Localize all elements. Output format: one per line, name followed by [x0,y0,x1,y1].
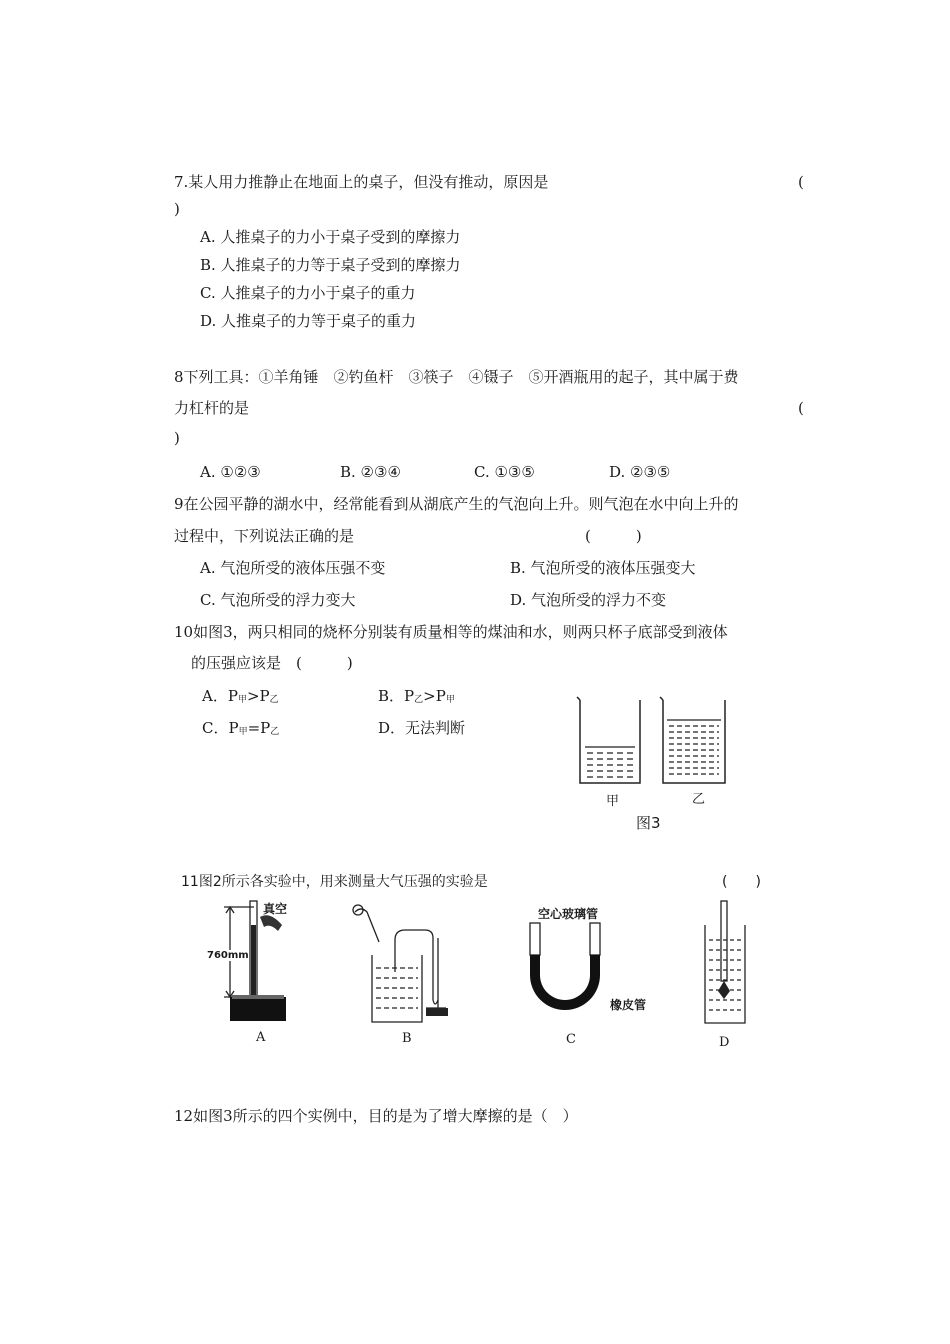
q11-answer-paren: ( ) [722,874,761,890]
experiment-a-figure [210,895,310,1030]
q8-option-c: C. ①③⑤ [474,463,535,481]
q7-option-c: C. 人推桌子的力小于桌子的重力 [200,284,416,302]
beaker-yi [660,697,725,783]
q7-option-d: D. 人推桌子的力等于桌子的重力 [200,312,417,330]
q7-option-b: B. 人推桌子的力等于桌子受到的摩擦力 [200,256,461,274]
beaker-jia-label: 甲 [606,794,620,809]
glass-tube-label: 空心玻璃管 [538,907,599,921]
q7-stem: 7.某人用力推静止在地面上的桌子，但没有推动，原因是 [174,173,549,191]
q7-paren-close: ) [174,200,180,218]
q11-stem: 11图2所示各实验中，用来测量大气压强的实验是 [181,874,488,890]
q9-stem-line1: 9在公园平静的湖水中，经常能看到从湖底产生的气泡向上升。则气泡在水中向上升的 [174,495,739,513]
q8-paren-close: ) [174,429,180,447]
vacuum-label: 真空 [263,902,288,916]
experiment-d-figure [700,895,750,1030]
q12-stem: 12如图3所示的四个实例中，目的是为了增大摩擦的是（ ） [174,1107,578,1125]
q9-stem-line2: 过程中，下列说法正确的是 [174,527,355,545]
experiment-c-label: C [566,1032,576,1047]
figure-3-caption: 图3 [636,814,661,832]
q10-option-c: C．$P_甲=P_乙$ [202,719,280,737]
experiment-d-label: D [719,1035,730,1050]
q8-stem-line2: 力杠杆的是 [174,399,250,417]
experiment-b-label: B [402,1031,412,1046]
q9-option-b: B. 气泡所受的液体压强变大 [510,559,696,577]
q8-option-a: A. ①②③ [200,463,261,481]
q8-paren-open: ( [798,399,804,417]
q10-option-d: D．无法判断 [378,719,466,737]
experiment-c-figure [520,915,610,1030]
rubber-tube-label: 橡皮管 [610,998,647,1012]
q9-option-c: C. 气泡所受的浮力变大 [200,591,356,609]
q10-option-b: B．$P_乙>P_甲$ [378,687,455,705]
beakers-figure [575,695,735,815]
q8-option-b: B. ②③④ [340,463,401,481]
q9-option-d: D. 气泡所受的浮力不变 [510,591,667,609]
q9-answer-paren: ( ) [585,527,642,545]
height-label: 760mm [207,950,249,961]
beaker-jia-liquid [585,747,635,777]
beaker-yi-label: 乙 [692,792,706,807]
beaker-jia [577,697,640,783]
q10-stem-line2: 的压强应该是 ( ) [191,654,353,672]
q10-option-a: A．$P_甲>P_乙$ [202,687,279,705]
beaker-yi-liquid [667,720,721,774]
q9-option-a: A. 气泡所受的液体压强不变 [200,559,386,577]
q7-option-a: A. 人推桌子的力小于桌子受到的摩擦力 [200,228,461,246]
experiment-b-figure [350,900,460,1030]
q7-paren-open: ( [798,173,804,191]
q8-option-d: D. ②③⑤ [609,463,671,481]
experiment-a-label: A [256,1030,266,1045]
q8-stem-line1: 8下列工具：①羊角锤 ②钓鱼杆 ③筷子 ④镊子 ⑤开酒瓶用的起子，其中属于费 [174,368,739,386]
q10-stem-line1: 10如图3，两只相同的烧杯分别装有质量相等的煤油和水，则两只杯子底部受到液体 [174,623,728,641]
